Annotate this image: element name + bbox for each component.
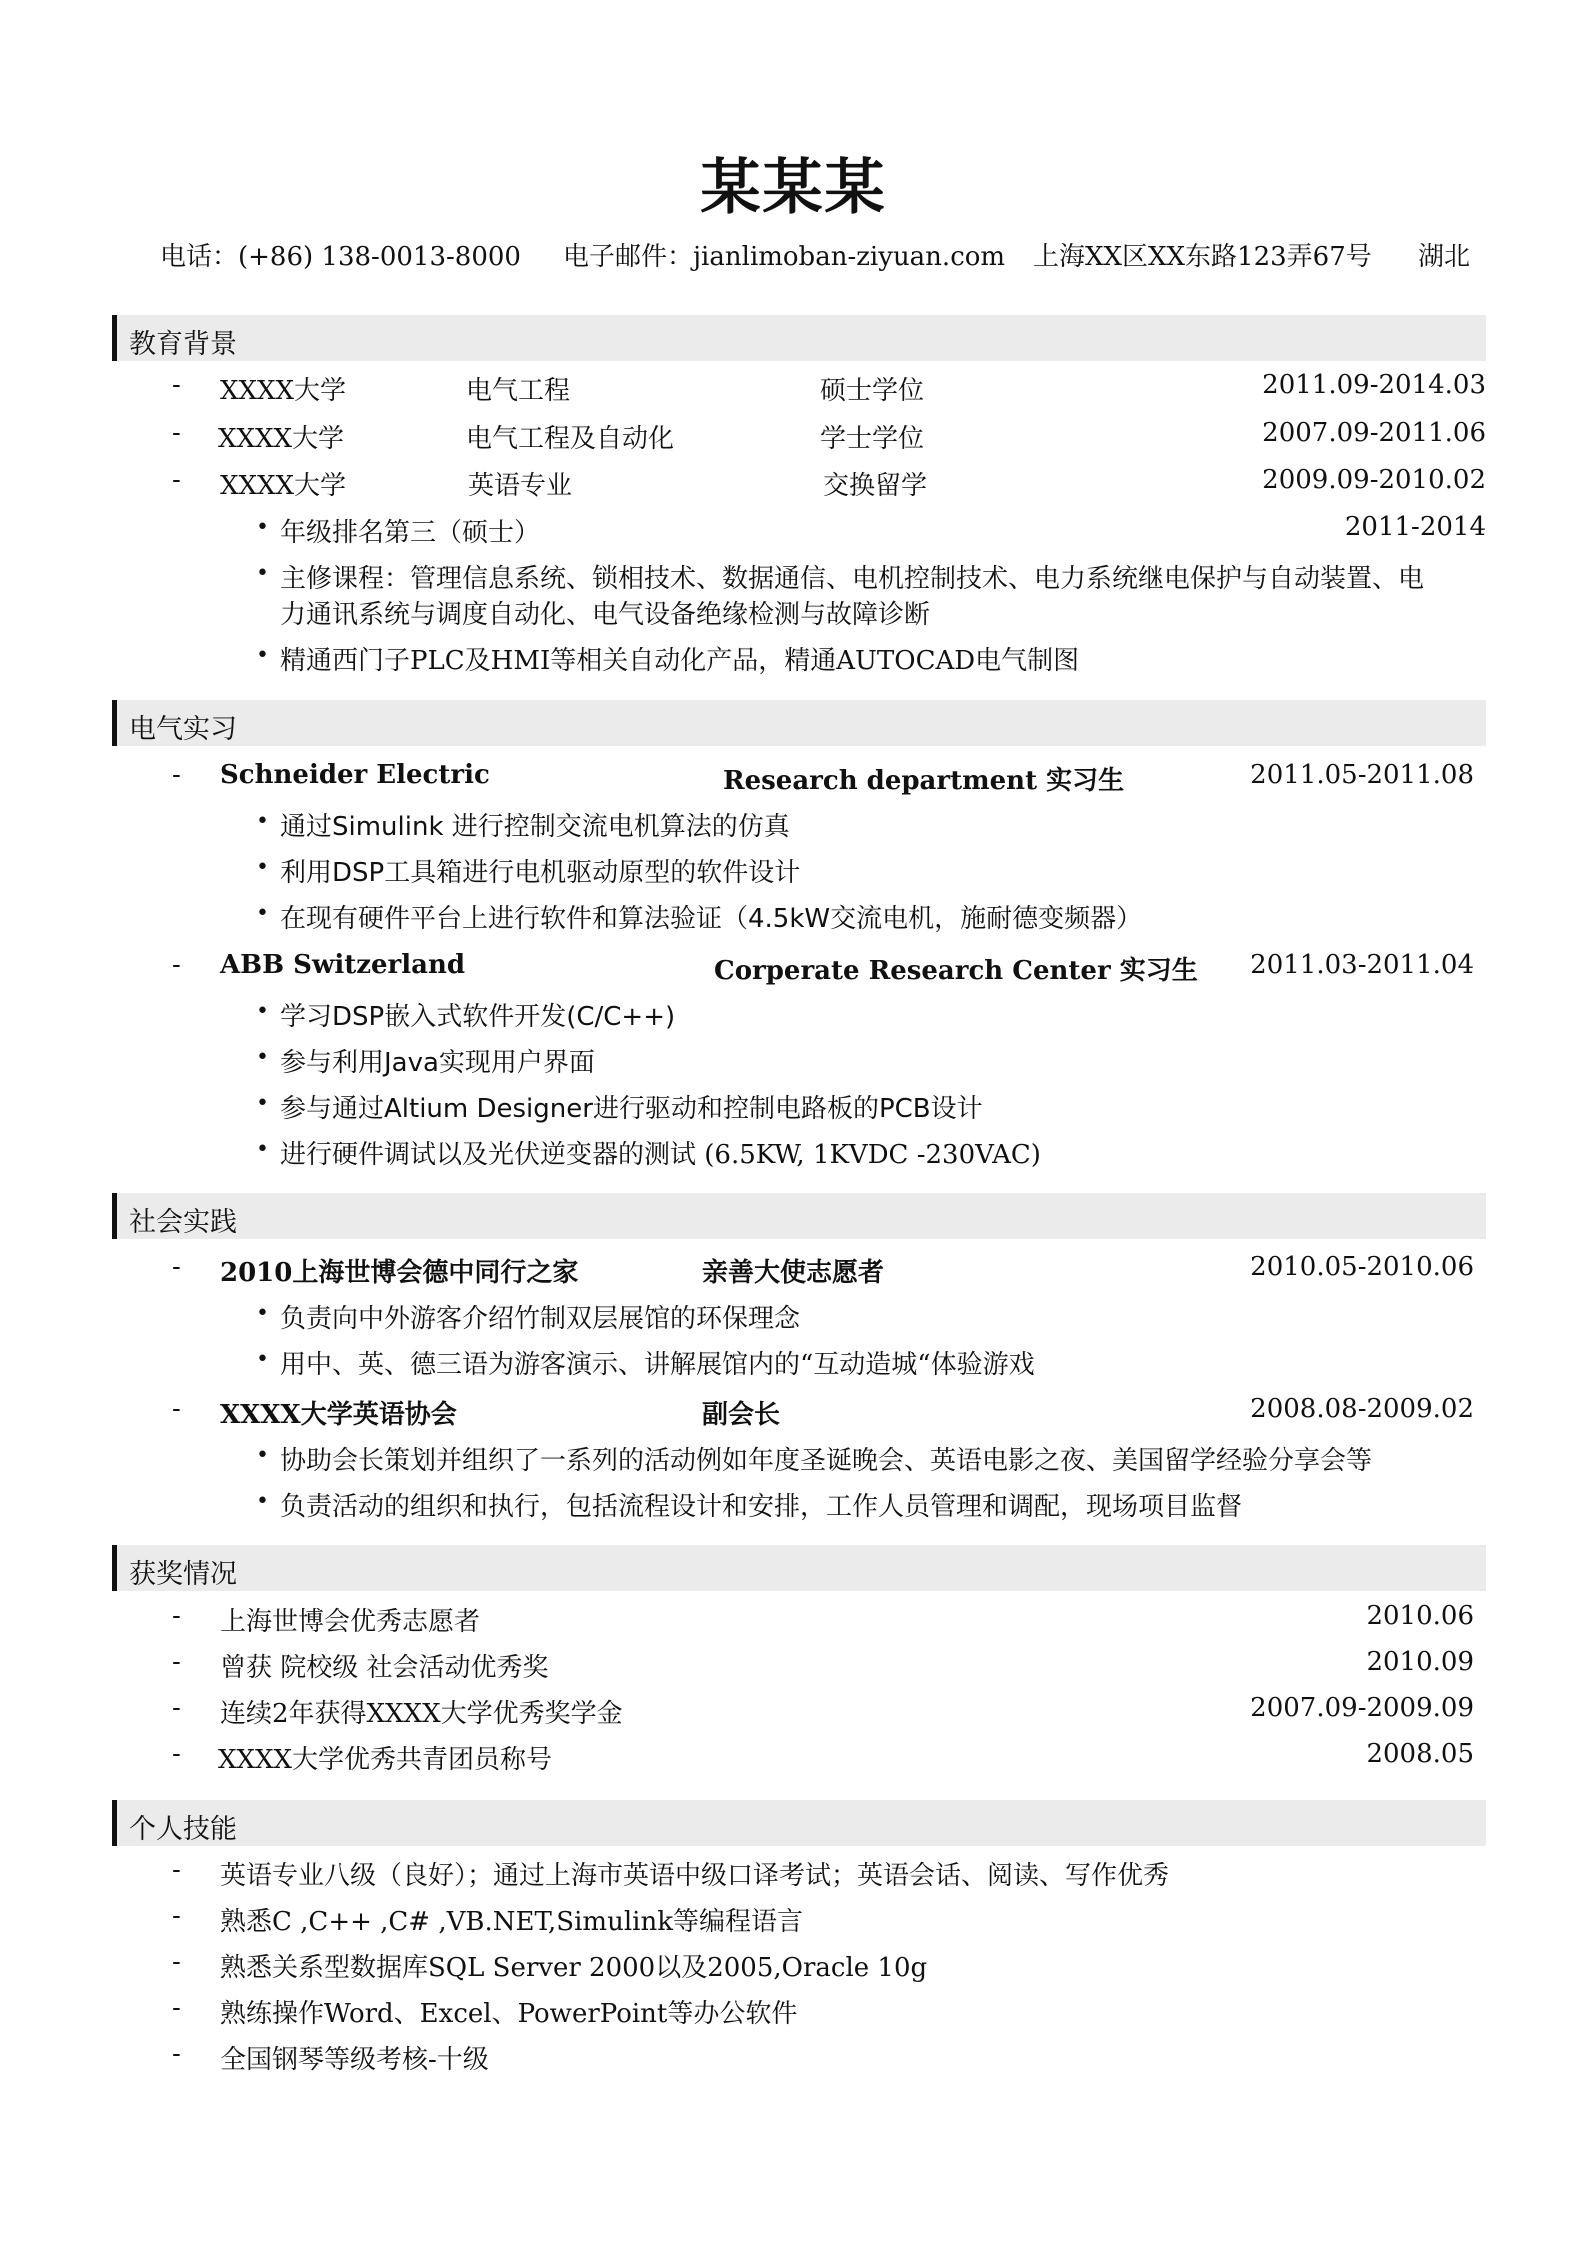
job-company: Schneider Electric xyxy=(220,760,490,790)
social-role: 亲善大使志愿者 xyxy=(702,1258,885,1288)
education-date: 2011.09-2014.03 xyxy=(1262,370,1486,400)
bullet-marker: • xyxy=(256,1347,269,1372)
dash-marker: - xyxy=(172,370,181,400)
job-bullet: 参与利用Java实现用户界面 xyxy=(280,1048,595,1078)
education-date: 2007.09-2011.06 xyxy=(1262,418,1486,448)
education-degree: 硕士学位 xyxy=(820,376,925,406)
section-internship-title: 电气实习 xyxy=(129,714,237,745)
section-education-header xyxy=(112,315,1486,361)
education-degree: 学士学位 xyxy=(820,424,925,454)
contact-hometown: 湖北 xyxy=(1418,242,1471,272)
award-text: 连续2年获得XXXX大学优秀奖学金 xyxy=(220,1699,623,1729)
award-date: 2007.09-2009.09 xyxy=(1250,1693,1474,1723)
dash-marker: - xyxy=(172,465,181,495)
education-major: 英语专业 xyxy=(468,471,573,501)
dash-marker: - xyxy=(172,1947,181,1977)
social-bullet: 协助会长策划并组织了一系列的活动例如年度圣诞晚会、英语电影之夜、美国留学经验分享会等 xyxy=(280,1446,1373,1476)
skill-item: 英语专业八级（良好）；通过上海市英语中级口译考试；英语会话、阅读、写作优秀 xyxy=(220,1861,1170,1891)
bullet-marker: • xyxy=(256,1489,269,1514)
dash-marker: - xyxy=(172,1993,181,2023)
social-role: 副会长 xyxy=(702,1400,781,1430)
dash-marker: - xyxy=(172,760,181,790)
social-org: 2010上海世博会德中同行之家 xyxy=(220,1258,579,1288)
social-date: 2010.05-2010.06 xyxy=(1250,1252,1474,1282)
bullet-marker: • xyxy=(256,1137,269,1162)
bullet-marker: • xyxy=(256,1301,269,1326)
section-education-title: 教育背景 xyxy=(129,329,237,360)
education-courses-line1: 主修课程：管理信息系统、锁相技术、数据通信、电机控制技术、电力系统继电保护与自动装置、电 xyxy=(280,564,1425,594)
award-date: 2010.09 xyxy=(1366,1647,1474,1677)
skill-item: 熟悉关系型数据库SQL Server 2000以及2005,Oracle 10g xyxy=(220,1953,928,1983)
education-major: 电气工程 xyxy=(466,376,571,406)
job-role: Corperate Research Center 实习生 xyxy=(714,956,1198,986)
job-bullet: 学习DSP嵌入式软件开发(C/C++) xyxy=(280,1002,676,1032)
bullet-marker: • xyxy=(256,809,269,834)
social-bullet: 负责活动的组织和执行，包括流程设计和安排，工作人员管理和调配，现场项目监督 xyxy=(280,1492,1243,1522)
social-bullet: 用中、英、德三语为游客演示、讲解展馆内的“互动造城“体验游戏 xyxy=(280,1350,1035,1380)
section-awards-title: 获奖情况 xyxy=(129,1559,237,1590)
dash-marker: - xyxy=(172,2039,181,2069)
dash-marker: - xyxy=(172,418,181,448)
section-social-header xyxy=(112,1193,1486,1239)
education-major: 电气工程及自动化 xyxy=(466,424,675,454)
job-bullet: 参与通过Altium Designer进行驱动和控制电路板的PCB设计 xyxy=(280,1094,983,1124)
award-date: 2010.06 xyxy=(1366,1601,1474,1631)
education-courses-line2: 力通讯系统与调度自动化、电气设备绝缘检测与故障诊断 xyxy=(280,600,931,630)
education-school: XXXX大学 xyxy=(220,471,347,501)
dash-marker: - xyxy=(172,1739,181,1769)
skill-item: 全国钢琴等级考核-十级 xyxy=(220,2045,489,2075)
award-date: 2008.05 xyxy=(1366,1739,1474,1769)
award-text: 曾获 院校级 社会活动优秀奖 xyxy=(220,1653,549,1683)
dash-marker: - xyxy=(172,950,181,980)
award-text: XXXX大学优秀共青团员称号 xyxy=(218,1745,553,1775)
job-bullet: 在现有硬件平台上进行软件和算法验证（4.5kW交流电机，施耐德变频器） xyxy=(280,904,1143,934)
job-role: Research department 实习生 xyxy=(723,766,1125,796)
bullet-marker: • xyxy=(256,1091,269,1116)
contact-email: 电子邮件：jianlimoban-ziyuan.com xyxy=(563,242,1006,272)
dash-marker: - xyxy=(172,1693,181,1723)
award-text: 上海世博会优秀志愿者 xyxy=(220,1607,481,1637)
education-school: XXXX大学 xyxy=(218,424,345,454)
bullet-marker: • xyxy=(256,855,269,880)
education-bullet: 精通西门子PLC及HMI等相关自动化产品，精通AUTOCAD电气制图 xyxy=(280,646,1080,676)
section-social-title: 社会实践 xyxy=(129,1207,237,1238)
bullet-marker: • xyxy=(256,1443,269,1468)
job-bullet: 通过Simulink 进行控制交流电机算法的仿真 xyxy=(280,812,790,842)
social-bullet: 负责向中外游客介绍竹制双层展馆的环保理念 xyxy=(280,1304,801,1334)
dash-marker: - xyxy=(172,1394,181,1424)
section-skills-header xyxy=(112,1800,1486,1846)
education-bullet-date: 2011-2014 xyxy=(1344,512,1486,542)
dash-marker: - xyxy=(172,1901,181,1931)
social-org: XXXX大学英语协会 xyxy=(220,1400,457,1430)
skill-item: 熟悉C ,C++ ,C# ,VB.NET,Simulink等编程语言 xyxy=(220,1907,803,1937)
job-bullet: 进行硬件调试以及光伏逆变器的测试 (6.5KW, 1KVDC -230VAC) xyxy=(280,1140,1041,1170)
candidate-name: 某某某 xyxy=(700,153,887,223)
bullet-marker: • xyxy=(256,1045,269,1070)
education-degree: 交换留学 xyxy=(823,471,928,501)
dash-marker: - xyxy=(172,1647,181,1677)
job-date: 2011.05-2011.08 xyxy=(1250,760,1474,790)
dash-marker: - xyxy=(172,1252,181,1282)
bullet-marker: • xyxy=(256,515,269,540)
social-date: 2008.08-2009.02 xyxy=(1250,1394,1474,1424)
skill-item: 熟练操作Word、Excel、PowerPoint等办公软件 xyxy=(220,1999,798,2029)
bullet-marker: • xyxy=(256,643,269,668)
bullet-marker: • xyxy=(256,999,269,1024)
job-company: ABB Switzerland xyxy=(220,950,466,980)
bullet-marker: • xyxy=(256,901,269,926)
education-date: 2009.09-2010.02 xyxy=(1262,465,1486,495)
education-bullet: 年级排名第三（硕士） xyxy=(280,518,541,548)
contact-address: 上海XX区XX东路123弄67号 xyxy=(1033,242,1372,272)
contact-phone: 电话：(+86) 138-0013-8000 xyxy=(160,242,521,272)
education-school: XXXX大学 xyxy=(220,376,347,406)
section-awards-header xyxy=(112,1545,1486,1591)
dash-marker: - xyxy=(172,1855,181,1885)
job-bullet: 利用DSP工具箱进行电机驱动原型的软件设计 xyxy=(280,858,801,888)
job-date: 2011.03-2011.04 xyxy=(1250,950,1474,980)
section-internship-header xyxy=(112,700,1486,746)
section-skills-title: 个人技能 xyxy=(129,1814,237,1845)
dash-marker: - xyxy=(172,1601,181,1631)
bullet-marker: • xyxy=(256,561,269,586)
